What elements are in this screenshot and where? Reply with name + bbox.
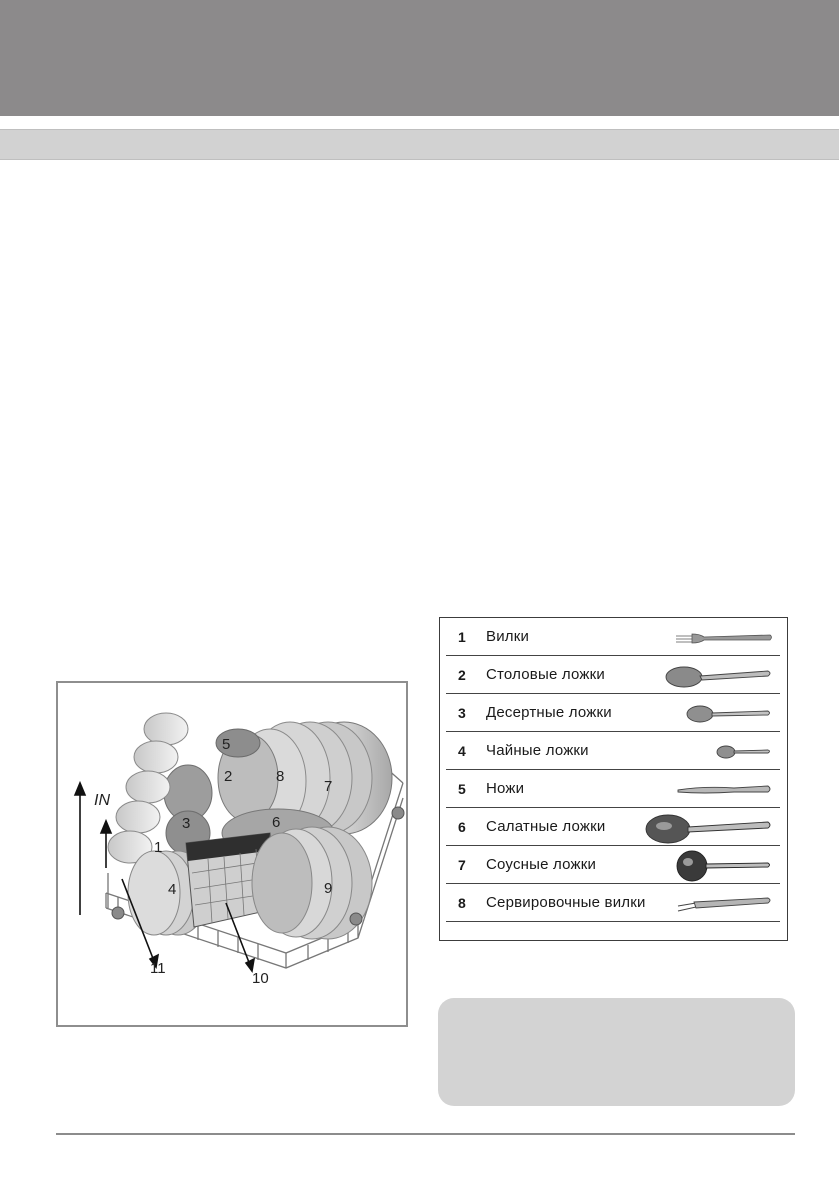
fork-icon bbox=[674, 618, 774, 656]
callout-2: 2 bbox=[224, 768, 233, 785]
footer-divider bbox=[56, 1133, 795, 1135]
legend-label: Соусные ложки bbox=[486, 856, 597, 873]
legend-number: 5 bbox=[458, 780, 466, 797]
legend-label: Вилки bbox=[486, 628, 530, 645]
salad-spoon-icon bbox=[644, 808, 774, 846]
legend-label: Десертные ложки bbox=[486, 704, 612, 721]
legend-number: 8 bbox=[458, 894, 466, 911]
callout-8: 8 bbox=[276, 768, 285, 785]
callout-10: 10 bbox=[252, 970, 269, 987]
callout-5: 5 bbox=[222, 736, 231, 753]
tablespoon-icon bbox=[664, 656, 774, 694]
legend-row bbox=[446, 732, 780, 770]
legend-row bbox=[446, 846, 780, 884]
legend-label: Салатные ложки bbox=[486, 818, 606, 835]
legend-label: Ножи bbox=[486, 780, 525, 797]
legend-number: 1 bbox=[458, 628, 466, 645]
callout-4: 4 bbox=[168, 881, 177, 898]
callout-6: 6 bbox=[272, 814, 281, 831]
callout-1: 1 bbox=[154, 839, 163, 856]
legend-row bbox=[446, 694, 780, 732]
dessert-spoon-icon bbox=[684, 694, 774, 732]
serving-fork-icon bbox=[674, 884, 774, 922]
legend-row bbox=[446, 618, 780, 656]
legend-row bbox=[446, 808, 780, 846]
basket-illustration bbox=[58, 683, 406, 1025]
legend-number: 4 bbox=[458, 742, 466, 759]
legend-number: 3 bbox=[458, 704, 466, 721]
callout-3: 3 bbox=[182, 815, 191, 832]
legend-number: 6 bbox=[458, 818, 466, 835]
cutlery-legend-table bbox=[439, 617, 788, 941]
legend-row bbox=[446, 656, 780, 694]
legend-number: 2 bbox=[458, 666, 466, 683]
legend-label: Столовые ложки bbox=[486, 666, 605, 683]
callout-9: 9 bbox=[324, 880, 333, 897]
callout-7: 7 bbox=[324, 778, 333, 795]
header-bar bbox=[0, 0, 839, 116]
note-box bbox=[438, 998, 795, 1106]
direction-label: IN bbox=[94, 792, 110, 809]
dishwasher-basket-figure bbox=[56, 681, 408, 1027]
teaspoon-icon bbox=[714, 732, 774, 770]
callout-11: 11 bbox=[150, 960, 166, 977]
knife-icon bbox=[674, 770, 774, 808]
legend-label: Чайные ложки bbox=[486, 742, 589, 759]
legend-label: Сервировочные вилки bbox=[486, 894, 646, 911]
section-title-bar bbox=[0, 129, 839, 160]
legend-number: 7 bbox=[458, 856, 466, 873]
legend-row bbox=[446, 770, 780, 808]
sauce-ladle-icon bbox=[674, 846, 774, 884]
legend-row bbox=[446, 884, 780, 922]
